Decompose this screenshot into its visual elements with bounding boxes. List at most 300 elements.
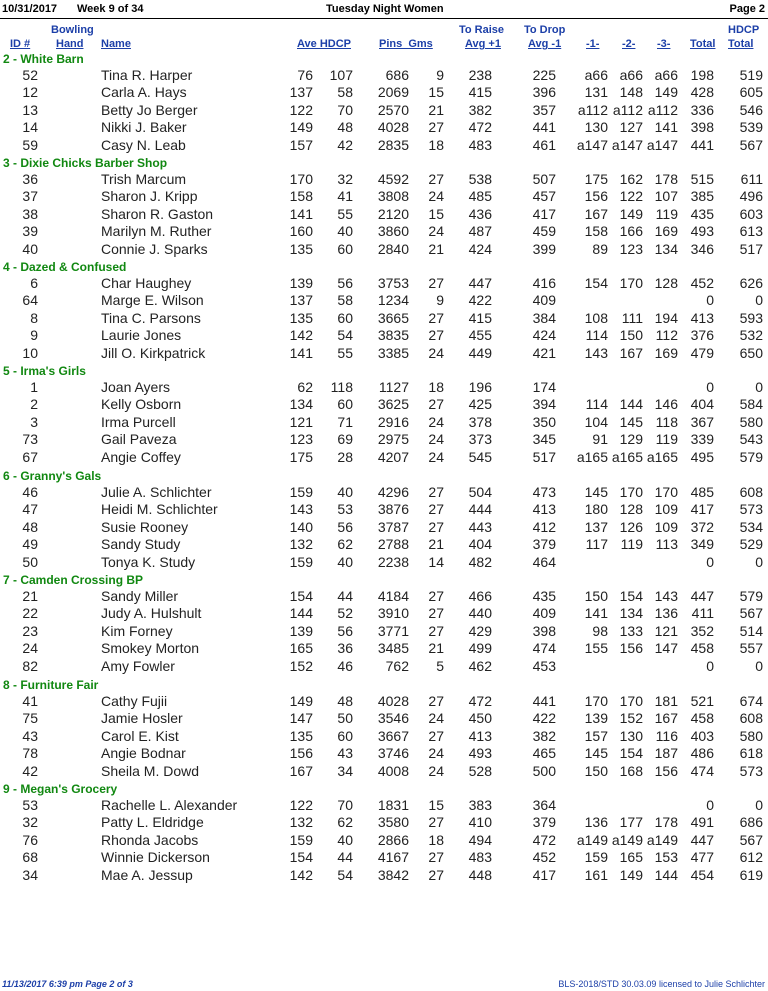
cell-pins: 3753: [377, 275, 409, 291]
cell-g2: a66: [619, 67, 643, 83]
cell-id: 53: [22, 797, 38, 813]
bowler-row: [0, 745, 768, 762]
cell-name: Jamie Hosler: [101, 710, 183, 727]
cell-drop: 517: [532, 448, 556, 465]
cell-g2: a112: [612, 101, 643, 118]
cell-g1: 155: [584, 640, 608, 657]
cell-drop: 416: [532, 275, 556, 291]
cell-total: 376: [690, 327, 714, 344]
cell-g3: 187: [654, 745, 678, 762]
col-hand: Hand: [56, 38, 84, 50]
cell-total: 515: [690, 171, 714, 187]
footer-print-info: 11/13/2017 6:39 pm Page 2 of 3: [2, 979, 133, 989]
cell-htotal: 0: [755, 657, 763, 674]
cell-gms: 9: [436, 292, 444, 309]
cell-id: 50: [22, 553, 38, 570]
cell-hdcp: 58: [337, 292, 353, 309]
cell-g3: 119: [655, 205, 678, 222]
cell-g3: 112: [655, 327, 678, 344]
cell-g2: 149: [619, 866, 643, 883]
cell-total: 474: [690, 762, 714, 779]
bowler-row: [0, 119, 768, 136]
cell-ave: 139: [289, 622, 313, 639]
cell-g2: 145: [619, 413, 643, 430]
bowler-row: [0, 484, 768, 501]
cell-name: Kim Forney: [101, 622, 173, 639]
cell-drop: 474: [532, 640, 556, 657]
cell-pins: 3910: [377, 605, 409, 622]
cell-pins: 3860: [377, 223, 409, 240]
cell-id: 1: [30, 379, 38, 395]
cell-ave: 175: [289, 448, 313, 465]
cell-name: Sharon J. Kripp: [101, 188, 198, 205]
cell-g2: 154: [619, 588, 643, 604]
cell-gms: 24: [428, 762, 444, 779]
cell-total: 452: [690, 275, 714, 291]
cell-total: 428: [690, 84, 714, 101]
cell-htotal: 0: [755, 292, 763, 309]
cell-hdcp: 53: [337, 501, 353, 518]
cell-id: 10: [22, 344, 38, 361]
cell-raise: 378: [468, 413, 492, 430]
cell-id: 37: [22, 188, 38, 205]
bowler-row: [0, 640, 768, 657]
cell-pins: 3835: [377, 327, 409, 344]
cell-id: 39: [22, 223, 38, 240]
cell-g3: 121: [654, 622, 678, 639]
cell-pins: 3385: [377, 344, 409, 361]
cell-drop: 453: [532, 657, 556, 674]
cell-htotal: 517: [739, 240, 763, 257]
cell-g3: 119: [655, 431, 678, 448]
cell-g2: 128: [619, 501, 643, 518]
cell-name: Tina C. Parsons: [101, 309, 201, 326]
cell-ave: 122: [289, 101, 313, 118]
cell-id: 14: [22, 119, 38, 136]
cell-id: 3: [30, 413, 38, 430]
cell-drop: 461: [532, 136, 556, 153]
cell-g2: 134: [619, 605, 643, 622]
cell-gms: 27: [428, 501, 444, 518]
cell-g2: 170: [619, 693, 643, 709]
cell-htotal: 539: [739, 119, 763, 136]
cell-raise: 499: [468, 640, 492, 657]
cell-htotal: 608: [739, 484, 763, 500]
cell-gms: 5: [436, 657, 444, 674]
cell-total: 417: [690, 501, 714, 518]
bowler-row: [0, 327, 768, 344]
cell-raise: 482: [468, 553, 492, 570]
cell-raise: 443: [468, 518, 492, 535]
cell-g2: 165: [619, 849, 643, 866]
cell-g2: 129: [619, 431, 643, 448]
col-name: Name: [101, 38, 131, 50]
cell-ave: 149: [289, 119, 313, 136]
bowler-row: [0, 84, 768, 101]
cell-raise: 466: [468, 588, 492, 604]
bowler-row: [0, 188, 768, 205]
cell-drop: 417: [532, 205, 556, 222]
cell-id: 8: [30, 309, 38, 326]
bowler-row: [0, 102, 768, 119]
cell-id: 24: [22, 640, 38, 657]
cell-total: 479: [690, 344, 714, 361]
cell-g1: 156: [584, 188, 608, 205]
cell-ave: 159: [289, 553, 313, 570]
cell-total: 454: [690, 866, 714, 883]
cell-total: 198: [690, 67, 714, 83]
cell-drop: 441: [532, 693, 556, 709]
cell-pins: 3746: [377, 745, 409, 762]
cell-pins: 4592: [377, 171, 409, 187]
cell-name: Sandy Miller: [101, 588, 179, 604]
cell-g3: 156: [654, 762, 678, 779]
cell-gms: 15: [428, 797, 444, 813]
cell-g1: a112: [577, 101, 608, 118]
cell-drop: 421: [532, 344, 556, 361]
cell-raise: 528: [468, 762, 492, 779]
cell-total: 458: [690, 710, 714, 727]
cell-htotal: 557: [739, 640, 763, 657]
cell-g3: 141: [654, 119, 678, 136]
cell-htotal: 584: [739, 396, 763, 413]
cell-total: 404: [690, 396, 714, 413]
col-total: Total: [690, 38, 716, 50]
cell-total: 336: [690, 101, 714, 118]
cell-g3: 167: [654, 710, 678, 727]
cell-hdcp: 42: [337, 136, 353, 153]
cell-pins: 3580: [377, 814, 409, 831]
cell-gms: 21: [428, 101, 444, 118]
cell-g2: 150: [619, 327, 643, 344]
cell-raise: 410: [468, 814, 492, 831]
cell-name: Angie Coffey: [101, 448, 181, 465]
cell-g3: 194: [654, 309, 678, 326]
cell-name: Kelly Osborn: [101, 396, 182, 413]
cell-total: 0: [706, 797, 714, 813]
cell-htotal: 650: [739, 344, 763, 361]
cell-drop: 382: [532, 727, 556, 744]
cell-g3: 128: [654, 275, 678, 291]
cell-pins: 4028: [377, 693, 409, 709]
cell-htotal: 0: [755, 553, 763, 570]
cell-total: 403: [690, 727, 714, 744]
cell-drop: 398: [532, 622, 556, 639]
cell-htotal: 612: [739, 849, 763, 866]
cell-htotal: 567: [739, 136, 763, 153]
cell-g1: 114: [585, 396, 608, 413]
cell-name: Marilyn M. Ruther: [101, 223, 212, 240]
cell-ave: 139: [289, 275, 313, 291]
cell-g1: 158: [584, 223, 608, 240]
cell-pins: 3667: [377, 727, 409, 744]
cell-drop: 424: [532, 327, 556, 344]
bowler-row: [0, 832, 768, 849]
cell-raise: 472: [468, 119, 492, 136]
cell-gms: 27: [428, 518, 444, 535]
cell-htotal: 0: [755, 379, 763, 395]
cell-ave: 137: [289, 84, 313, 101]
cell-raise: 422: [468, 292, 492, 309]
cell-total: 458: [690, 640, 714, 657]
cell-hdcp: 58: [337, 84, 353, 101]
report-page: Page 2: [729, 3, 765, 15]
cell-hdcp: 36: [337, 640, 353, 657]
cell-gms: 27: [428, 727, 444, 744]
cell-drop: 409: [532, 605, 556, 622]
team-heading: 6 - Granny's Gals: [3, 469, 102, 483]
team-heading: 8 - Furniture Fair: [3, 678, 99, 692]
cell-name: Carol E. Kist: [101, 727, 179, 744]
cell-g1: 141: [584, 605, 608, 622]
cell-gms: 15: [428, 205, 444, 222]
bowler-row: [0, 797, 768, 814]
cell-htotal: 619: [739, 866, 763, 883]
cell-id: 64: [22, 292, 38, 309]
cell-raise: 449: [468, 344, 492, 361]
cell-hdcp: 28: [337, 448, 353, 465]
bowler-row: [0, 379, 768, 396]
cell-ave: 132: [289, 814, 313, 831]
cell-name: Cathy Fujii: [101, 693, 168, 709]
bowler-row: [0, 693, 768, 710]
cell-htotal: 529: [739, 536, 763, 553]
cell-htotal: 543: [739, 431, 763, 448]
cell-drop: 396: [532, 84, 556, 101]
cell-id: 75: [22, 710, 38, 727]
cell-hdcp: 56: [337, 275, 353, 291]
cell-drop: 457: [532, 188, 556, 205]
cell-hdcp: 46: [337, 657, 353, 674]
cell-name: Gail Paveza: [101, 431, 177, 448]
cell-htotal: 514: [739, 622, 763, 639]
cell-raise: 424: [468, 240, 492, 257]
cell-id: 49: [22, 536, 38, 553]
cell-raise: 483: [468, 849, 492, 866]
cell-g2: 167: [619, 344, 643, 361]
cell-hdcp: 70: [337, 101, 353, 118]
cell-name: Connie J. Sparks: [101, 240, 208, 257]
cell-ave: 134: [289, 396, 313, 413]
cell-id: 42: [22, 762, 38, 779]
cell-id: 73: [22, 431, 38, 448]
cell-name: Winnie Dickerson: [101, 849, 210, 866]
cell-id: 38: [22, 205, 38, 222]
cell-total: 413: [690, 309, 714, 326]
cell-raise: 545: [468, 448, 492, 465]
cell-total: 491: [690, 814, 714, 831]
cell-name: Patty L. Eldridge: [101, 814, 204, 831]
bowler-row: [0, 171, 768, 188]
cell-g3: 169: [654, 344, 678, 361]
cell-gms: 18: [428, 136, 444, 153]
cell-g1: 180: [584, 501, 608, 518]
cell-gms: 27: [428, 588, 444, 604]
cell-id: 9: [30, 327, 38, 344]
cell-pins: 2570: [377, 101, 409, 118]
cell-ave: 159: [289, 831, 313, 848]
team-heading: 4 - Dazed & Confused: [3, 260, 127, 274]
cell-name: Susie Rooney: [101, 518, 189, 535]
cell-g2: 111: [621, 309, 643, 326]
cell-gms: 21: [428, 536, 444, 553]
col-hdcp-total: Total: [728, 38, 754, 50]
cell-g3: 178: [654, 814, 678, 831]
cell-hdcp: 44: [337, 588, 353, 604]
cell-id: 78: [22, 745, 38, 762]
cell-gms: 27: [428, 275, 444, 291]
cell-name: Nikki J. Baker: [101, 119, 187, 136]
cell-g3: 109: [654, 501, 678, 518]
cell-id: 82: [22, 657, 38, 674]
col-hdcp: HDCP: [728, 24, 760, 36]
cell-raise: 413: [468, 727, 492, 744]
bowler-row: [0, 396, 768, 413]
cell-g1: 91: [592, 431, 608, 448]
cell-id: 23: [22, 622, 38, 639]
cell-ave: 135: [289, 727, 313, 744]
cell-raise: 429: [468, 622, 492, 639]
cell-g1: 136: [584, 814, 608, 831]
cell-pins: 3546: [377, 710, 409, 727]
cell-name: Trish Marcum: [101, 171, 187, 187]
cell-g3: a112: [647, 101, 678, 118]
cell-id: 12: [22, 84, 38, 101]
cell-g3: 146: [654, 396, 678, 413]
cell-total: 0: [706, 657, 714, 674]
cell-gms: 24: [428, 413, 444, 430]
cell-pins: 4184: [377, 588, 409, 604]
cell-total: 493: [690, 223, 714, 240]
team-heading: 5 - Irma's Girls: [3, 364, 86, 378]
cell-total: 372: [690, 518, 714, 535]
cell-g1: 117: [585, 536, 608, 553]
cell-hdcp: 54: [337, 866, 353, 883]
cell-ave: 167: [289, 762, 313, 779]
cell-name: Laurie Jones: [101, 327, 182, 344]
cell-g1: 104: [584, 413, 608, 430]
cell-hdcp: 40: [337, 831, 353, 848]
cell-hdcp: 62: [337, 536, 353, 553]
cell-total: 367: [690, 413, 714, 430]
cell-hdcp: 60: [337, 309, 353, 326]
report-title: Tuesday Night Women: [326, 3, 444, 15]
cell-pins: 3787: [377, 518, 409, 535]
cell-drop: 412: [532, 518, 556, 535]
cell-g3: a147: [646, 136, 678, 153]
cell-g2: 144: [619, 396, 643, 413]
cell-ave: 144: [289, 605, 313, 622]
cell-g2: 177: [619, 814, 643, 831]
cell-hdcp: 70: [337, 797, 353, 813]
cell-total: 385: [690, 188, 714, 205]
cell-hdcp: 55: [337, 205, 353, 222]
cell-hdcp: 41: [337, 188, 353, 205]
cell-drop: 379: [532, 814, 556, 831]
cell-g2: 166: [619, 223, 643, 240]
cell-htotal: 608: [739, 710, 763, 727]
cell-ave: 140: [289, 518, 313, 535]
cell-pins: 2866: [377, 831, 409, 848]
cell-g1: 145: [584, 745, 608, 762]
cell-g2: 126: [619, 518, 643, 535]
cell-ave: 76: [297, 67, 313, 83]
bowler-row: [0, 223, 768, 240]
bowler-row: [0, 67, 768, 84]
cell-g3: a149: [646, 831, 678, 848]
cell-g1: 114: [585, 327, 608, 344]
cell-name: Carla A. Hays: [101, 84, 187, 101]
cell-total: 352: [690, 622, 714, 639]
cell-pins: 4296: [377, 484, 409, 500]
cell-pins: 2916: [377, 413, 409, 430]
cell-gms: 15: [428, 84, 444, 101]
cell-htotal: 579: [739, 448, 763, 465]
report-header: [0, 0, 768, 19]
cell-total: 0: [706, 379, 714, 395]
cell-drop: 417: [532, 866, 556, 883]
cell-htotal: 573: [739, 762, 763, 779]
cell-drop: 452: [532, 849, 556, 866]
cell-raise: 494: [468, 831, 492, 848]
cell-total: 435: [690, 205, 714, 222]
cell-drop: 459: [532, 223, 556, 240]
cell-total: 447: [690, 831, 714, 848]
team-heading: 7 - Camden Crossing BP: [3, 573, 144, 587]
cell-gms: 24: [428, 188, 444, 205]
cell-raise: 425: [468, 396, 492, 413]
cell-gms: 18: [428, 379, 444, 395]
cell-drop: 394: [532, 396, 556, 413]
cell-raise: 455: [468, 327, 492, 344]
cell-name: Betty Jo Berger: [101, 101, 198, 118]
cell-g2: 162: [619, 171, 643, 187]
bowler-row: [0, 501, 768, 518]
cell-g2: 170: [619, 484, 643, 500]
cell-g2: 149: [619, 205, 643, 222]
cell-raise: 504: [468, 484, 492, 500]
cell-raise: 485: [468, 188, 492, 205]
cell-pins: 2835: [377, 136, 409, 153]
cell-pins: 762: [385, 657, 409, 674]
cell-total: 477: [690, 849, 714, 866]
cell-hdcp: 56: [337, 518, 353, 535]
cell-g3: 178: [654, 171, 678, 187]
cell-name: Jill O. Kirkpatrick: [101, 344, 206, 361]
cell-hdcp: 34: [337, 762, 353, 779]
cell-htotal: 686: [739, 814, 763, 831]
cell-hdcp: 60: [337, 396, 353, 413]
cell-g3: a165: [646, 448, 678, 465]
bowler-row: [0, 431, 768, 448]
bowler-row: [0, 137, 768, 154]
cell-raise: 382: [468, 101, 492, 118]
col-avg-plus1: Avg +1: [465, 38, 501, 50]
cell-gms: 27: [428, 693, 444, 709]
cell-ave: 123: [289, 431, 313, 448]
cell-g1: 89: [592, 240, 608, 257]
cell-drop: 225: [532, 67, 556, 83]
cell-drop: 364: [532, 797, 556, 813]
cell-id: 6: [30, 275, 38, 291]
cell-gms: 24: [428, 710, 444, 727]
cell-gms: 27: [428, 849, 444, 866]
bowler-row: [0, 588, 768, 605]
cell-raise: 238: [468, 67, 492, 83]
cell-name: Joan Ayers: [101, 379, 171, 395]
cell-raise: 444: [468, 501, 492, 518]
cell-name: Sharon R. Gaston: [101, 205, 214, 222]
